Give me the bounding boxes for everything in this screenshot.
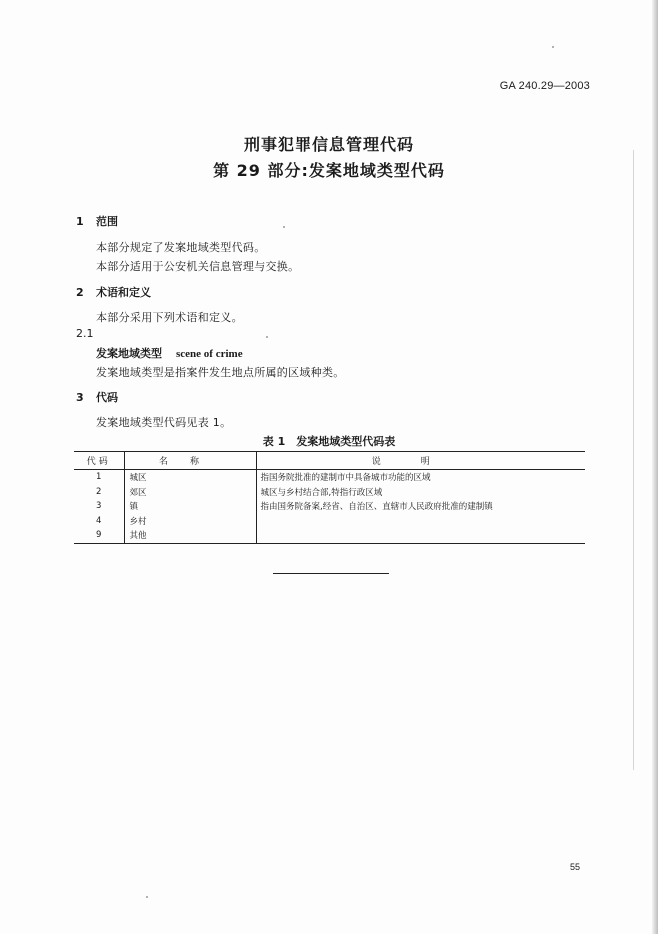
section-3-number: 3 <box>76 391 84 404</box>
scan-speck <box>146 896 148 898</box>
subsection-2-1-number: 2.1 <box>76 327 94 340</box>
row-description: 指由国务院备案,经省、自治区、直辖市人民政府批准的建制镇 <box>260 502 493 513</box>
section-1-paragraph-2: 本部分适用于公安机关信息管理与交换。 <box>96 260 300 273</box>
section-2-title: 术语和定义 <box>96 286 151 299</box>
term-entry <box>96 345 243 361</box>
row-description <box>256 528 585 543</box>
header-code: 代码 <box>74 452 124 470</box>
document-subtitle: 第 29 部分:发案地域类型代码 <box>213 161 445 180</box>
section-2-heading <box>76 284 151 300</box>
row-code: 3 <box>74 499 124 514</box>
section-3-title: 代码 <box>96 391 118 404</box>
header-name: 名称 <box>124 452 256 470</box>
table-row <box>74 470 585 485</box>
section-1-title: 范围 <box>96 215 118 228</box>
row-name: 郊区 <box>124 485 256 500</box>
scan-speck <box>552 46 554 48</box>
section-3-heading <box>76 389 118 405</box>
row-name: 乡村 <box>124 514 256 529</box>
page-number: 55 <box>569 862 580 872</box>
row-code: 9 <box>74 528 124 543</box>
row-code: 2 <box>74 485 124 500</box>
table-row <box>74 499 585 514</box>
table-header-row <box>74 452 585 470</box>
document-title: 刑事犯罪信息管理代码 <box>243 135 414 154</box>
row-code: 1 <box>74 470 124 485</box>
section-2-paragraph-1: 本部分采用下列术语和定义。 <box>96 311 243 324</box>
row-description: 指国务院批准的建制市中具备城市功能的区域 <box>260 473 431 484</box>
row-name: 其他 <box>124 528 256 543</box>
row-code: 4 <box>74 514 124 529</box>
table-row <box>74 485 585 500</box>
row-description: 城区与乡村结合部,特指行政区域 <box>260 487 383 498</box>
scan-fold-line <box>633 150 634 770</box>
table-row <box>74 528 585 543</box>
section-3-paragraph-1: 发案地域类型代码见表 1。 <box>96 416 232 429</box>
header-description: 说明 <box>256 452 585 470</box>
row-name: 镇 <box>124 499 256 514</box>
scan-speck <box>266 336 268 338</box>
term-chinese: 发案地域类型 <box>96 347 162 360</box>
end-of-document-rule <box>273 573 389 574</box>
code-table <box>74 451 585 544</box>
scan-speck <box>283 226 285 228</box>
table-row <box>74 514 585 529</box>
row-description <box>256 514 585 529</box>
section-2-number: 2 <box>76 286 84 299</box>
document-number: GA 240.29—2003 <box>499 80 590 92</box>
term-english: scene of crime <box>176 348 243 360</box>
section-1-paragraph-1: 本部分规定了发案地域类型代码。 <box>96 241 266 254</box>
term-definition: 发案地域类型是指案件发生地点所属的区域种类。 <box>96 366 345 379</box>
section-1-number: 1 <box>76 215 84 228</box>
row-name: 城区 <box>124 470 256 485</box>
section-1-heading <box>76 213 118 229</box>
table-caption: 表 1 发案地域类型代码表 <box>262 435 396 448</box>
